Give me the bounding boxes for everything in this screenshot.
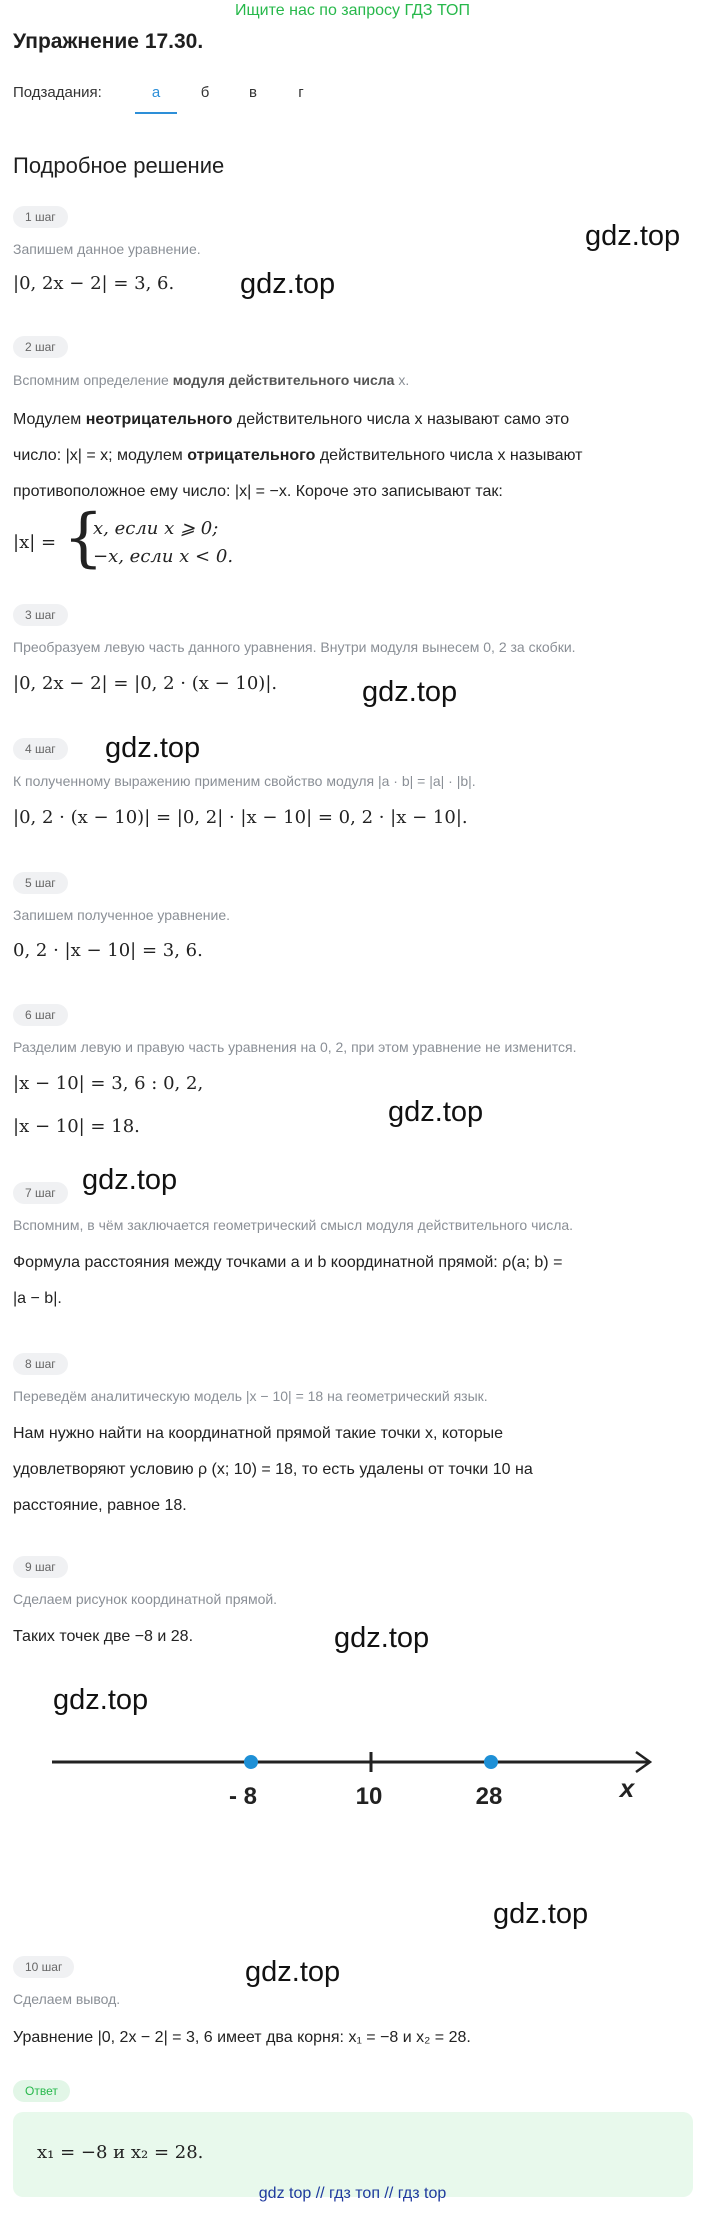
formula-line: Формула расстояния между точками a и b координатной прямой: ρ(a; b) = xyxy=(13,1254,563,1271)
watermark: gdz.top xyxy=(585,220,681,252)
step-description: Переведём аналитическую модель |x − 10| = 18 на геометрический язык. xyxy=(13,1388,488,1404)
step-badge: 10 шаг xyxy=(13,1956,74,1978)
definition-line: противоположное ему число: |x| = −x. Короче это записывают так: xyxy=(13,483,503,500)
text-line: удовлетворяют условию ρ (x; 10) = 18, то есть удалены от точки 10 на xyxy=(13,1461,533,1478)
definition-line: число: |x| = x; модулем отрицательного действительного числа x называют xyxy=(13,447,583,464)
watermark: gdz.top xyxy=(245,1956,341,1988)
tab-g[interactable]: г xyxy=(298,84,304,101)
watermark: gdz.top xyxy=(362,676,458,708)
step-description: Запишем данное уравнение. xyxy=(13,241,201,257)
step-description: К полученному выражению применим свойство модуля |a · b| = |a| · |b|. xyxy=(13,773,476,789)
tab-v[interactable]: в xyxy=(249,84,257,101)
step-badge: 8 шаг xyxy=(13,1353,68,1375)
step-badge: 4 шаг xyxy=(13,738,68,760)
tick-label: 10 xyxy=(355,1783,383,1810)
equation: |x − 10| = 18. xyxy=(13,1116,140,1137)
case-line: −x, если x < 0. xyxy=(93,546,234,567)
point-marker xyxy=(484,1755,498,1769)
point-marker xyxy=(244,1755,258,1769)
step-description: Вспомним, в чём заключается геометрический смысл модуля действительного числа. xyxy=(13,1217,574,1233)
active-tab-indicator xyxy=(135,112,177,114)
watermark: gdz.top xyxy=(82,1164,178,1196)
step-description: Запишем полученное уравнение. xyxy=(13,907,231,923)
equation: |0, 2x − 2| = 3, 6. xyxy=(13,273,175,294)
text-line: Таких точек две −8 и 28. xyxy=(13,1628,194,1645)
tick-label: 28 xyxy=(475,1783,503,1810)
step-badge: 7 шаг xyxy=(13,1182,68,1204)
axis-label: x xyxy=(619,1773,635,1803)
number-line-figure xyxy=(40,1730,670,1820)
equation: |0, 2x − 2| = |0, 2 · (x − 10)|. xyxy=(13,673,278,694)
footer-links[interactable]: gdz top // гдз топ // гдз top xyxy=(258,2185,447,2202)
equation: 0, 2 · |x − 10| = 3, 6. xyxy=(13,940,203,961)
subtasks-label: Подзадания: xyxy=(13,84,102,101)
step-badge: 6 шаг xyxy=(13,1004,68,1026)
step-description: Преобразуем левую часть данного уравнения. Внутри модуля вынесем 0, 2 за скобки. xyxy=(13,639,576,655)
answer-badge: Ответ xyxy=(13,2080,70,2102)
step-description: Сделаем рисунок координатной прямой. xyxy=(13,1591,278,1607)
conclusion-line: Уравнение |0, 2x − 2| = 3, 6 имеет два корня: x₁ = −8 и x₂ = 28. xyxy=(13,2029,471,2046)
equation: |0, 2 · (x − 10)| = |0, 2| · |x − 10| = 0, 2 · |x − 10|. xyxy=(13,807,468,828)
top-banner-link[interactable]: Ищите нас по запросу ГДЗ ТОП xyxy=(235,2,470,19)
step-badge: 3 шаг xyxy=(13,604,68,626)
definition-line: Модулем неотрицательного действительного числа x называют само это xyxy=(13,411,570,428)
formula-line: |a − b|. xyxy=(13,1290,62,1307)
watermark: gdz.top xyxy=(334,1622,430,1654)
answer-text: x₁ = −8 и x₂ = 28. xyxy=(37,2142,204,2163)
step-badge: 5 шаг xyxy=(13,872,68,894)
tab-a[interactable]: а xyxy=(151,84,161,101)
tab-b[interactable]: б xyxy=(200,84,210,101)
abs-definition-lhs: |x| = xyxy=(13,532,57,553)
step-badge: 2 шаг xyxy=(13,336,68,358)
page-title: Упражнение 17.30. xyxy=(13,30,204,53)
watermark: gdz.top xyxy=(240,268,336,300)
text-line: расстояние, равное 18. xyxy=(13,1497,187,1514)
step-badge: 1 шаг xyxy=(13,206,68,228)
step-description: Разделим левую и правую часть уравнения на 0, 2, при этом уравнение не изменится. xyxy=(13,1039,577,1055)
step-badge: 9 шаг xyxy=(13,1556,68,1578)
curly-brace-icon: { xyxy=(63,501,104,575)
text-line: Нам нужно найти на координатной прямой такие точки x, которые xyxy=(13,1425,503,1442)
case-line: x, если x ⩾ 0; xyxy=(93,518,219,539)
watermark: gdz.top xyxy=(493,1898,589,1930)
watermark: gdz.top xyxy=(388,1096,484,1128)
step-description: Вспомним определение модуля действительного числа x. xyxy=(13,372,410,388)
equation: |x − 10| = 3, 6 : 0, 2, xyxy=(13,1073,204,1094)
watermark: gdz.top xyxy=(53,1684,149,1716)
step-description: Сделаем вывод. xyxy=(13,1991,121,2007)
watermark: gdz.top xyxy=(105,732,201,764)
section-title: Подробное решение xyxy=(13,153,225,178)
tick-label: - 8 xyxy=(228,1783,258,1810)
